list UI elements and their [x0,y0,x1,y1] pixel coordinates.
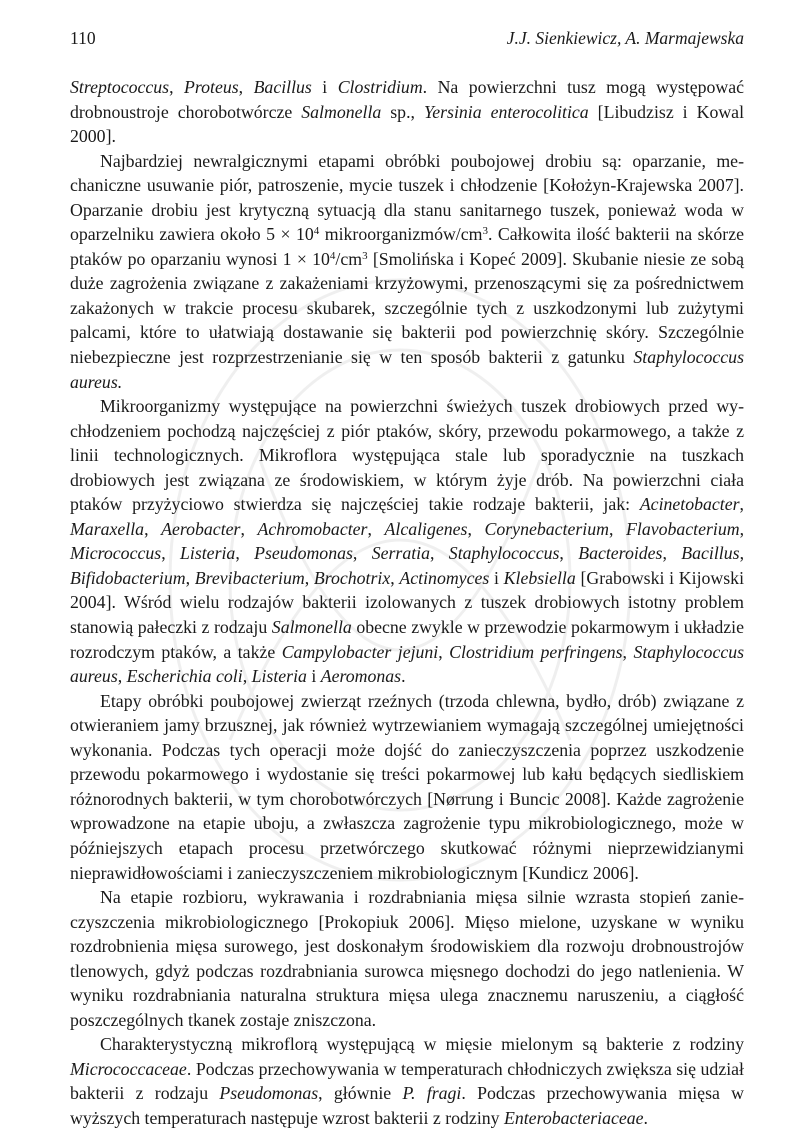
text-run: , [352,543,372,564]
text-run: Mikroorganizmy występujące na powierzchni świeżych tuszek drobiowych przed wychłodzeniem pochodzą najczęściej z piór ptaków, skóry, przewodu pokarmowego, a także z linii technologicznych. Mikroflora występująca stale lub sporadycznie na tuszkach drobiowych jest związana ze środowiskiem, w którym żyje drób. Na powierzchni ciała ptaków przyżyciowo stwierdza się najczęściej takie rodzaje bakterii, jak: [70,396,744,515]
text-run: . [643,1107,648,1128]
italic-term: Corynebacterium [484,518,609,539]
text-run: . Całkowita ilość bakterii na skórze ptaków po oparzaniu wynosi 1 × 10 [70,224,744,269]
italic-term: Achromobacter [257,518,368,539]
superscript: 3 [482,225,488,238]
italic-term: Aeromonas [320,666,402,687]
body-text [70,75,744,1131]
italic-term: Salmonella [271,617,352,638]
paragraph [70,885,744,1032]
text-run: , [169,77,184,97]
text-run: . Podczas przechowywania w temperaturach chłodniczych zwiększa się udział bakterii z rodzaju [70,1058,744,1104]
text-run: , [144,518,162,539]
italic-term: Acinetobacter [639,494,740,515]
italic-term: Bacillus [681,543,740,564]
italic-term: Aerobacter [161,518,241,539]
text-run: [Grabowski i Kijowski 2004]. Wśród wielu rodzajów bakterii izolowanych z tuszek drobiowych istotny problem stanowią pałeczki z rodzaju [70,567,745,638]
italic-term: Actinomyces [399,567,490,588]
text-run: [Smolińska i Kopeć 2009]. Skubanie niesie ze sobą duże zagrożenia związane z zakażeniami krzyżowymi, przenoszącymi się za pośrednictwem zakażonych w trakcie procesu skubarek, szczególnie tych z uszkodzonymi lub zużytymi palcami, które to ułatwiają dostawanie się bakterii pod powierzchnię skóry. Szczególnie niebezpieczne jest rozprzestrzenianie się w ten sposób bakterii z gatunku [70,248,744,368]
text-run: , [739,494,744,515]
italic-term: Enterobacteriaceae [503,1107,644,1128]
italic-term: Campylobacter jejuni [281,641,439,662]
text-run: , [117,666,127,687]
text-run: , głównie [318,1083,403,1104]
page-number: 110 [70,28,96,48]
text-run: , [430,543,449,564]
text-run: obecne zwykle w przewodzie pokarmowym i układzie rozrodczym ptaków, a także [70,617,744,662]
text-run: sp., [381,101,424,122]
italic-term: P. fragi [402,1083,462,1104]
text-run: , [739,518,745,539]
italic-term: Clostridium perfringens [449,641,623,662]
italic-term: Staphylococcus aureus [70,641,745,687]
italic-term: Bacillus [253,77,312,97]
text-run: , [559,543,579,564]
superscript: 3 [362,249,368,262]
text-run: , [240,518,258,539]
italic-term: Yersinia enterocolitica [423,101,589,122]
italic-term: Brevibacterium [194,567,305,588]
text-run: Etapy obróbki poubojowej zwierząt rzeźnych (trzoda chlewna, bydło, drób) związane z otwieraniem jamy brzusznej, jak również wytrzewianiem wymagają szczególnej umiejętności wykonania. Podczas tych operacji może dojść do zanieczyszczenia poprzez uszkodzenie przewodu pokarmowego i wydostanie się treści pokarmowej lub kału będących siedliskiem różnorodnych bakterii, w tym chorobotwórczych [Nørrung i Buncic 2008]. Każde zagrożenie wprowadzone na etapie uboju, a zwłaszcza zagrożenie typu mikrobiologicznego, może w późniejszych etapach procesu przetwórczego skutkować różnymi nieprzewidzianymi nieprawidłowościami i zanieczyszczeniem mikrobiologicznym [Kundicz 2006]. [70,690,744,883]
italic-term: Micrococcus [70,543,162,564]
text-run: , [304,567,314,588]
italic-term: Staphylococcus aureus. [70,347,744,392]
running-header-authors: J.J. Sienkiewicz, A. Marmajewska [506,28,744,48]
text-run: [Libudzisz i Kowal 2000]. [70,101,745,147]
text-run: , [390,567,400,588]
text-run: . Podczas przechowywania mięsa w wyższych temperaturach następuje wzrost bakterii z rodziny [70,1083,745,1128]
text-run: , [235,543,255,564]
text-run: , [367,518,385,539]
text-run: i [306,666,321,687]
paragraph [70,149,744,394]
italic-term: Proteus [184,77,239,97]
italic-term: Pseudomonas [254,543,353,564]
italic-term: Brochotrix [313,567,391,588]
superscript: 4 [313,225,320,238]
text-run: , [662,543,682,564]
text-run: , [608,518,627,539]
text-run: i [311,77,338,97]
italic-term: Micrococcaceae [70,1058,187,1079]
italic-term: Escherichia coli [126,666,243,687]
text-run: , [242,666,252,687]
italic-term: Salmonella [301,101,382,122]
italic-term: Clostridium [337,77,423,97]
italic-term: Serratia [371,543,430,564]
text-run: , [238,77,254,97]
text-run: . [401,666,406,687]
text-run: , [467,518,485,539]
italic-term: Bacteroides [578,543,663,564]
italic-term: Listeria [179,543,236,564]
text-run: Najbardziej newralgicznymi etapami obróbki poubojowej drobiu są: oparzanie, mechaniczne usuwanie piór, patroszenie, mycie tuszek i chłodzenie [Kołożyn-Krajewska 2007]. Oparzanie drobiu jest krytyczną sytuacją dla stanu sanitarnego tuszek, ponieważ woda w oparzelniku zawiera około 5 × 10 [70,150,744,245]
italic-term: Maraxella [70,518,145,539]
text-run: , [161,543,180,564]
paragraph [70,1032,744,1130]
italic-term: Klebsiella [503,567,576,588]
superscript: 4 [329,249,336,262]
italic-term: Staphylococcus [448,543,560,564]
italic-term: Alcaligenes [384,518,468,539]
running-header [70,28,744,52]
italic-term: Listeria [251,666,307,687]
text-run: mikroorganizmów/cm [319,224,483,245]
text-run: , [438,641,450,662]
italic-term: Pseudomonas [219,1083,319,1104]
text-run: , [739,543,745,564]
italic-term: Bifidobacterium [70,567,186,588]
text-run: Na etapie rozbioru, wykrawania i rozdrabniania mięsa silnie wzrasta stopień zanieczyszczenia mikrobiologicznego [Prokopiuk 2006]. Mięso mielone, uzyskane w wyniku rozdrobnienia mięsa surowego, jest doskonałym środowiskiem dla rozwoju drobnoustrojów tlenowych, gdyż podczas rozdrabniania surowca mięsnego dochodzi do jego natlenienia. W wyniku rozdrabniania naturalna struktura mięsa ulega znacznemu naruszeniu, a ciągłość poszczególnych tkanek zostaje zniszczona. [70,887,744,1030]
italic-term: Streptococcus [70,77,170,97]
text-run: /cm [335,248,363,269]
paragraph [70,394,744,689]
text-run: , [185,567,195,588]
text-run: , [622,641,634,662]
text-run: i [489,567,504,588]
text-run: . Na powierzchni tusz mogą występować drobnoustroje chorobotwórcze [70,77,745,122]
italic-term: Flavobacterium [626,518,740,539]
paragraph [70,75,744,149]
text-run: Charakterystyczną mikroflorą występującą w mięsie mielonym są bakterie z rodziny [100,1034,744,1055]
paragraph [70,689,744,885]
